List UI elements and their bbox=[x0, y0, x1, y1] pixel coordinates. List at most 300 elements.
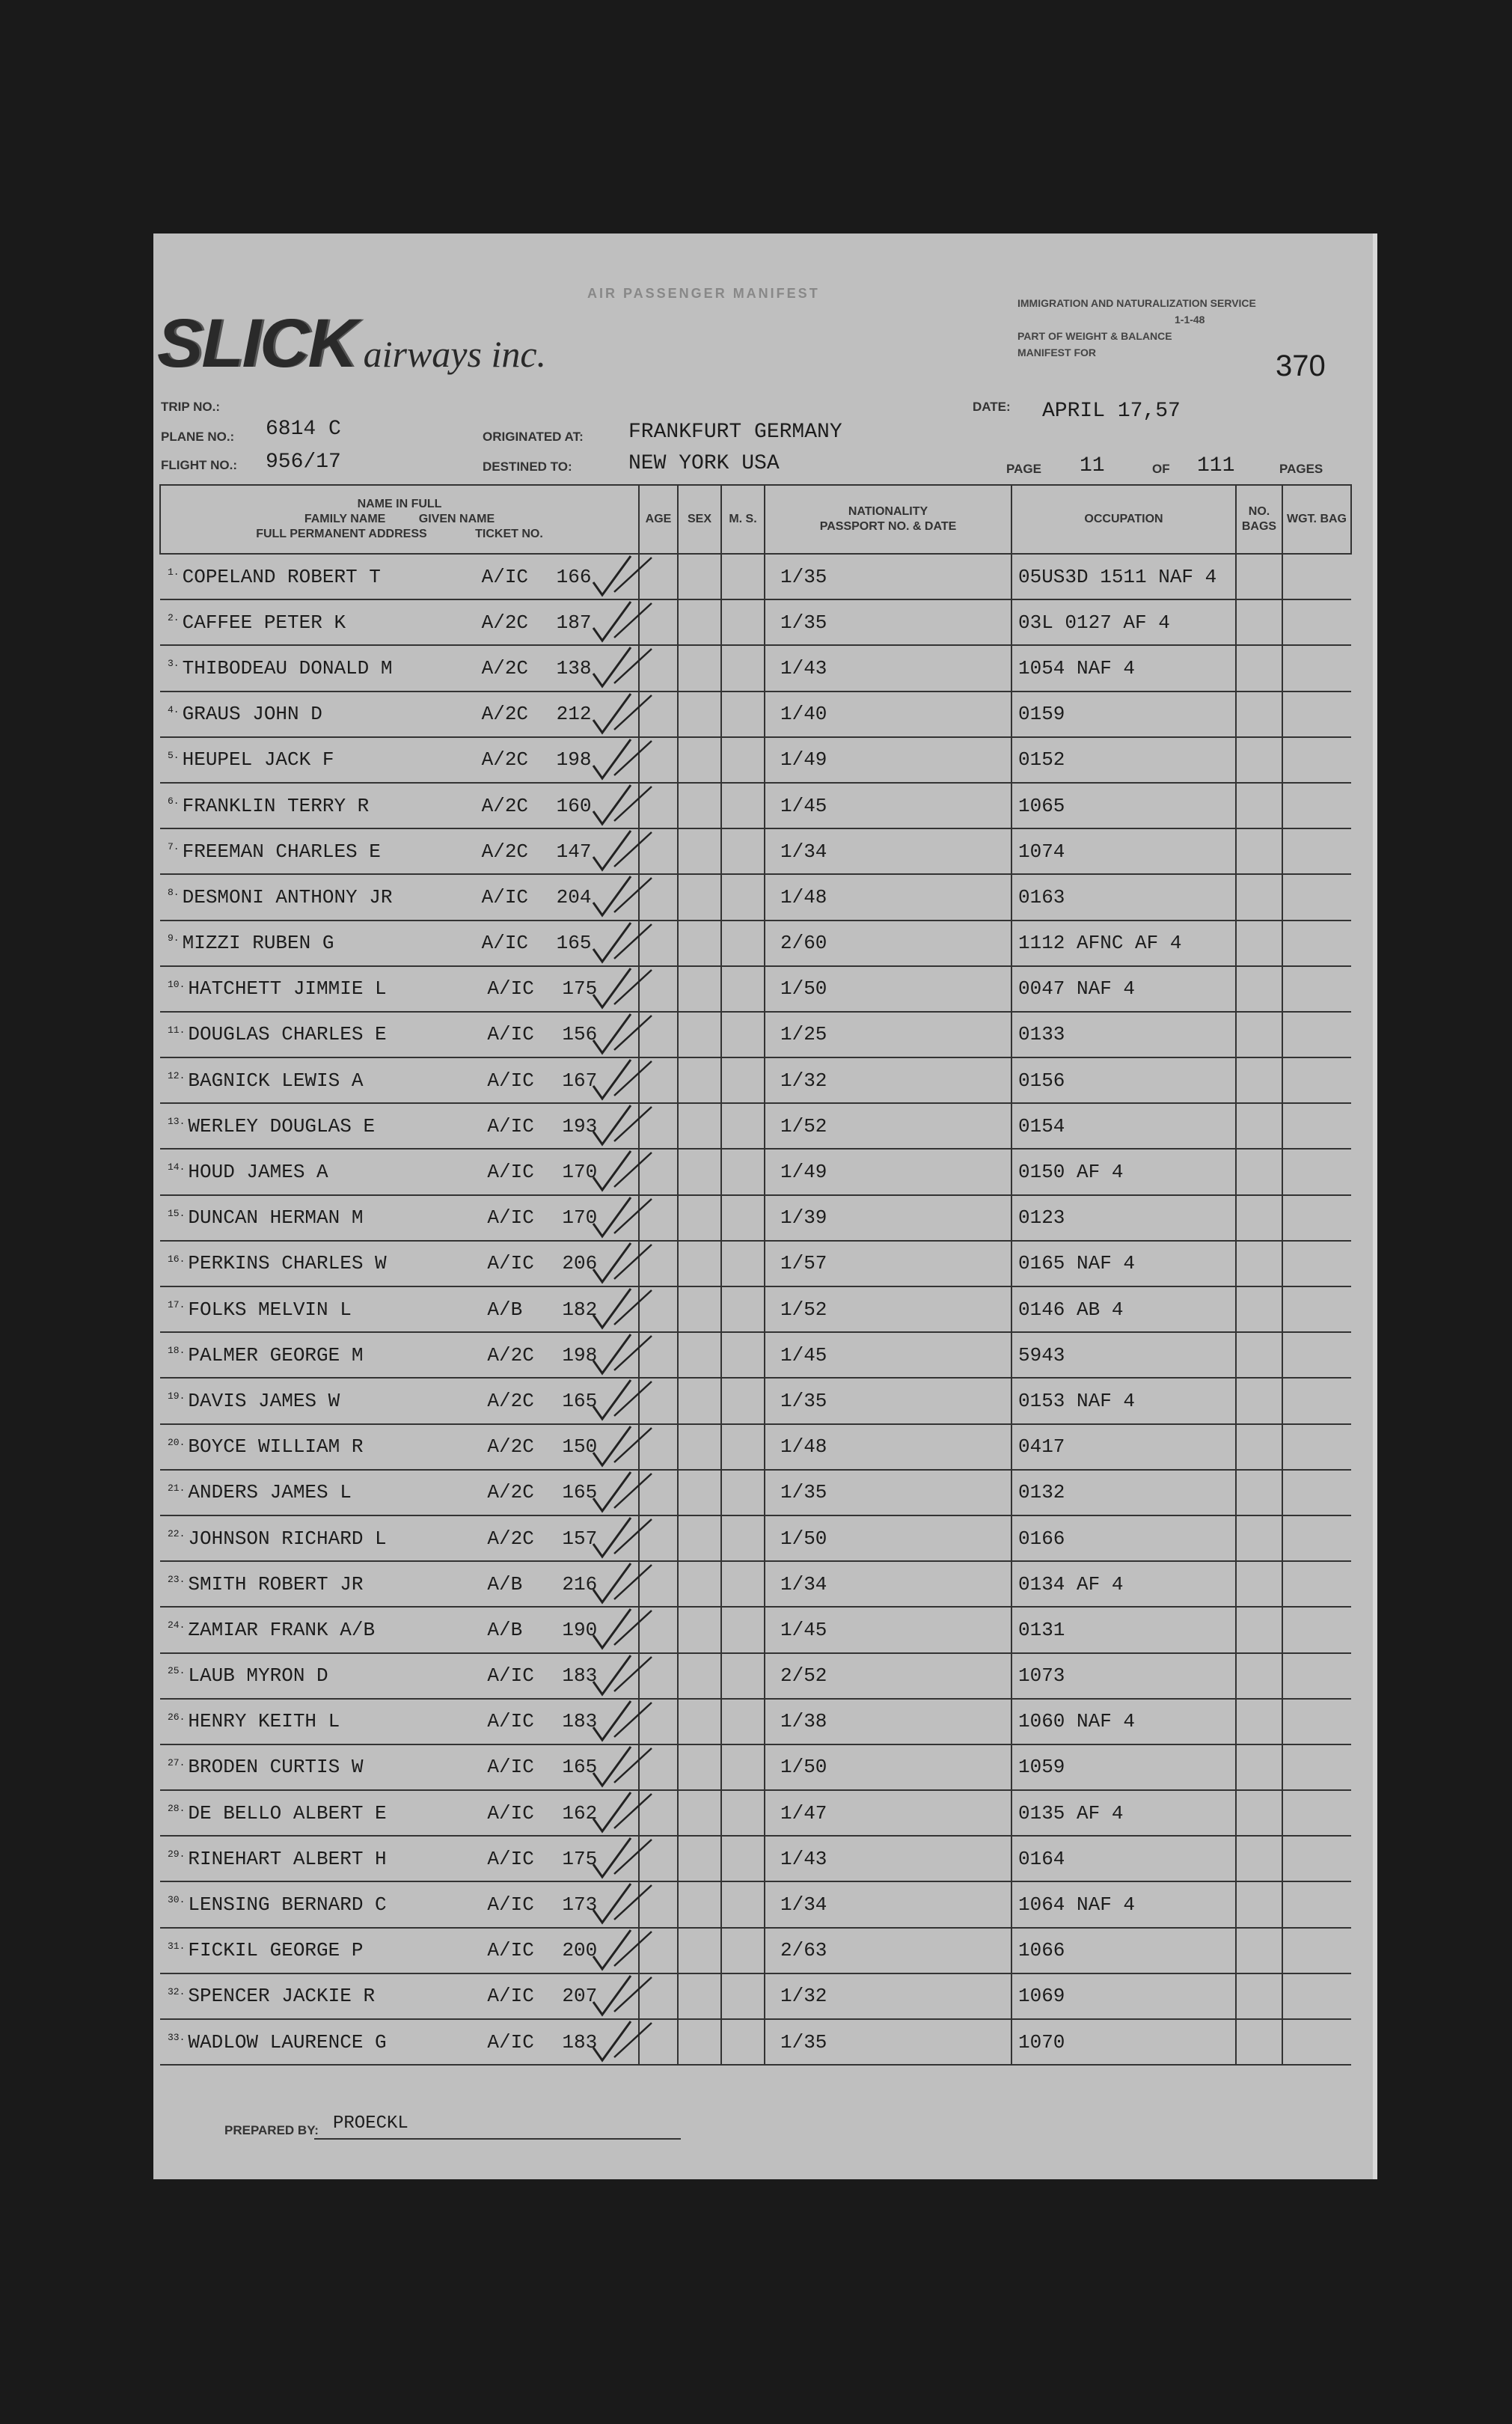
occupation-cell: 1069 bbox=[1011, 1973, 1236, 2019]
row-number: 7. bbox=[168, 841, 180, 853]
bags-cell bbox=[1236, 1332, 1282, 1378]
row-number: 21. bbox=[168, 1482, 186, 1494]
table-row bbox=[160, 1424, 1351, 1470]
ms-cell bbox=[721, 1607, 765, 1652]
date-label: DATE: bbox=[973, 400, 1011, 414]
row-number: 20. bbox=[168, 1436, 186, 1448]
table-row bbox=[160, 1973, 1351, 2019]
sex-cell bbox=[678, 1241, 721, 1286]
checkmark-icon bbox=[586, 1785, 653, 1837]
ticket-number: 147 bbox=[556, 840, 592, 863]
checkmark-icon bbox=[586, 1281, 653, 1334]
nationality-cell: 1/49 bbox=[765, 1149, 1011, 1194]
passenger-cell bbox=[160, 1057, 639, 1103]
ms-cell bbox=[721, 1836, 765, 1881]
checkmark-icon bbox=[586, 1373, 653, 1425]
ms-cell bbox=[721, 921, 765, 966]
sex-cell bbox=[678, 1057, 721, 1103]
wgt-cell bbox=[1282, 1195, 1351, 1241]
wgt-cell bbox=[1282, 966, 1351, 1012]
wgt-cell bbox=[1282, 1103, 1351, 1149]
ms-cell bbox=[721, 1744, 765, 1790]
wgt-cell bbox=[1282, 1607, 1351, 1652]
nationality-cell: 1/43 bbox=[765, 1836, 1011, 1881]
col-nationality-title: NATIONALITY bbox=[848, 505, 928, 518]
table-row bbox=[160, 1928, 1351, 1973]
passenger-cell bbox=[160, 1836, 639, 1881]
row-number: 22. bbox=[168, 1527, 186, 1539]
passenger-rank: A/IC bbox=[487, 1664, 534, 1688]
passenger-name: PERKINS CHARLES W bbox=[188, 1252, 387, 1275]
passenger-cell bbox=[160, 1012, 639, 1057]
manifest-sheet bbox=[153, 233, 1377, 2179]
logo-mark: SLICK bbox=[157, 305, 356, 382]
sex-cell bbox=[678, 1973, 721, 2019]
occupation-cell: 0047 NAF 4 bbox=[1011, 966, 1236, 1012]
passenger-cell bbox=[160, 1790, 639, 1836]
passenger-rank: A/B bbox=[487, 1618, 523, 1641]
passenger-cell bbox=[160, 1103, 639, 1149]
wgt-cell bbox=[1282, 1973, 1351, 2019]
ticket-number: 175 bbox=[562, 1847, 598, 1870]
occupation-cell: 0166 bbox=[1011, 1515, 1236, 1561]
checkmark-icon bbox=[586, 686, 653, 739]
pages-label: PAGES bbox=[1279, 462, 1323, 476]
ms-cell bbox=[721, 1332, 765, 1378]
ms-cell bbox=[721, 737, 765, 783]
ticket-number: 183 bbox=[562, 1710, 598, 1733]
nationality-cell: 2/60 bbox=[765, 921, 1011, 966]
row-number: 5. bbox=[168, 749, 180, 761]
ms-cell bbox=[721, 692, 765, 737]
sex-cell bbox=[678, 921, 721, 966]
ticket-number: 160 bbox=[556, 794, 592, 817]
passenger-rank: A/IC bbox=[487, 1206, 534, 1230]
passenger-name: MIZZI RUBEN G bbox=[182, 932, 334, 955]
checkmark-icon bbox=[586, 1144, 653, 1196]
col-name bbox=[160, 485, 639, 554]
sex-cell bbox=[678, 1286, 721, 1332]
passenger-name: LAUB MYRON D bbox=[188, 1664, 328, 1688]
passenger-rank: A/2C bbox=[481, 656, 529, 680]
passenger-rank: A/IC bbox=[487, 2030, 534, 2054]
table-row bbox=[160, 1286, 1351, 1332]
wgt-cell bbox=[1282, 874, 1351, 920]
checkmark-icon bbox=[586, 869, 653, 921]
passenger-cell bbox=[160, 1653, 639, 1699]
wgt-cell bbox=[1282, 554, 1351, 599]
wgt-cell bbox=[1282, 1881, 1351, 1927]
passenger-rank: A/2C bbox=[487, 1343, 534, 1367]
nationality-cell: 1/38 bbox=[765, 1699, 1011, 1744]
passenger-cell bbox=[160, 1928, 639, 1973]
passenger-name: FREEMAN CHARLES E bbox=[182, 840, 381, 863]
passenger-rank: A/IC bbox=[481, 565, 529, 588]
sex-cell bbox=[678, 1881, 721, 1927]
passenger-name: FRANKLIN TERRY R bbox=[182, 794, 370, 817]
bags-cell bbox=[1236, 737, 1282, 783]
passenger-rank: A/2C bbox=[481, 840, 529, 863]
wgt-cell bbox=[1282, 1424, 1351, 1470]
wgt-cell bbox=[1282, 645, 1351, 691]
bags-cell bbox=[1236, 1881, 1282, 1927]
passenger-rank: A/IC bbox=[487, 1847, 534, 1870]
table-row bbox=[160, 737, 1351, 783]
passenger-name: GRAUS JOHN D bbox=[182, 703, 322, 726]
passenger-cell bbox=[160, 783, 639, 828]
trip-label: TRIP NO.: bbox=[161, 400, 221, 414]
checkmark-icon bbox=[586, 961, 653, 1013]
ms-cell bbox=[721, 1057, 765, 1103]
nationality-cell: 1/48 bbox=[765, 1424, 1011, 1470]
ticket-number: 162 bbox=[562, 1801, 598, 1825]
sex-cell bbox=[678, 1836, 721, 1881]
table-row bbox=[160, 2019, 1351, 2065]
occupation-cell: 1112 AFNC AF 4 bbox=[1011, 921, 1236, 966]
passenger-cell bbox=[160, 1881, 639, 1927]
passenger-name: DOUGLAS CHARLES E bbox=[188, 1023, 387, 1046]
checkmark-icon bbox=[586, 1007, 653, 1059]
nationality-cell: 1/25 bbox=[765, 1012, 1011, 1057]
table-row bbox=[160, 1744, 1351, 1790]
wgt-cell bbox=[1282, 1378, 1351, 1423]
passenger-cell bbox=[160, 1286, 639, 1332]
passenger-rank: A/IC bbox=[481, 885, 529, 909]
nationality-cell: 2/52 bbox=[765, 1653, 1011, 1699]
destination-label: DESTINED TO: bbox=[483, 460, 572, 474]
col-bags: NO. BAGS bbox=[1236, 485, 1282, 554]
sex-cell bbox=[678, 1515, 721, 1561]
checkmark-icon bbox=[586, 1465, 653, 1517]
ms-cell bbox=[721, 966, 765, 1012]
ms-cell bbox=[721, 1515, 765, 1561]
row-number: 32. bbox=[168, 1985, 186, 1997]
wgt-cell bbox=[1282, 1286, 1351, 1332]
nationality-cell: 1/40 bbox=[765, 692, 1011, 737]
col-name-sub: FAMILY NAME GIVEN NAME bbox=[304, 513, 495, 525]
col-name-title: NAME IN FULL bbox=[357, 498, 442, 510]
table-row bbox=[160, 1561, 1351, 1607]
sex-cell bbox=[678, 645, 721, 691]
sex-cell bbox=[678, 554, 721, 599]
checkmark-icon bbox=[586, 1510, 653, 1563]
bags-cell bbox=[1236, 1424, 1282, 1470]
table-row bbox=[160, 1149, 1351, 1194]
row-number: 27. bbox=[168, 1756, 186, 1768]
passenger-rank: A/IC bbox=[487, 1114, 534, 1138]
bags-cell bbox=[1236, 783, 1282, 828]
passenger-cell bbox=[160, 1515, 639, 1561]
bags-cell bbox=[1236, 599, 1282, 645]
row-number: 1. bbox=[168, 566, 180, 578]
ticket-number: 165 bbox=[562, 1389, 598, 1412]
occupation-cell: 0146 AB 4 bbox=[1011, 1286, 1236, 1332]
ticket-number: 206 bbox=[562, 1252, 598, 1275]
ms-cell bbox=[721, 1699, 765, 1744]
sex-cell bbox=[678, 1195, 721, 1241]
table-row bbox=[160, 874, 1351, 920]
row-number: 28. bbox=[168, 1803, 186, 1814]
row-number: 12. bbox=[168, 1070, 186, 1081]
bags-cell bbox=[1236, 1790, 1282, 1836]
passenger-name: SMITH ROBERT JR bbox=[188, 1572, 364, 1596]
ticket-number: 170 bbox=[562, 1161, 598, 1184]
passenger-name: JOHNSON RICHARD L bbox=[188, 1527, 387, 1550]
bags-cell bbox=[1236, 1012, 1282, 1057]
row-number: 2. bbox=[168, 612, 180, 624]
bags-cell bbox=[1236, 874, 1282, 920]
occupation-cell: 0164 bbox=[1011, 1836, 1236, 1881]
passenger-rank: A/IC bbox=[487, 1710, 534, 1733]
ms-cell bbox=[721, 1653, 765, 1699]
ms-cell bbox=[721, 645, 765, 691]
row-number: 17. bbox=[168, 1298, 186, 1310]
row-number: 9. bbox=[168, 932, 180, 944]
sex-cell bbox=[678, 1149, 721, 1194]
checkmark-icon bbox=[586, 1694, 653, 1746]
sheet-number: 370 bbox=[1276, 349, 1326, 382]
wgt-cell bbox=[1282, 1561, 1351, 1607]
passenger-name: HATCHETT JIMMIE L bbox=[188, 977, 387, 1001]
passenger-table bbox=[159, 484, 1352, 2066]
row-number: 13. bbox=[168, 1116, 186, 1128]
passenger-name: COPELAND ROBERT T bbox=[182, 565, 381, 588]
bags-cell bbox=[1236, 1699, 1282, 1744]
sex-cell bbox=[678, 1378, 721, 1423]
bags-cell bbox=[1236, 692, 1282, 737]
table-row bbox=[160, 599, 1351, 645]
checkmark-icon bbox=[586, 1098, 653, 1150]
sex-cell bbox=[678, 1699, 721, 1744]
row-number: 19. bbox=[168, 1390, 186, 1402]
wgt-cell bbox=[1282, 783, 1351, 828]
occupation-cell: 1070 bbox=[1011, 2019, 1236, 2065]
bags-cell bbox=[1236, 1241, 1282, 1286]
passenger-name: WERLEY DOUGLAS E bbox=[188, 1114, 376, 1138]
ms-cell bbox=[721, 1424, 765, 1470]
prepared-by: PROECKL bbox=[333, 2113, 408, 2134]
ticket-number: 166 bbox=[556, 565, 592, 588]
passenger-name: HEUPEL JACK F bbox=[182, 748, 334, 772]
checkmark-icon bbox=[586, 1327, 653, 1379]
sex-cell bbox=[678, 1424, 721, 1470]
ticket-number: 212 bbox=[556, 703, 592, 726]
nationality-cell: 1/35 bbox=[765, 1378, 1011, 1423]
passenger-cell bbox=[160, 1332, 639, 1378]
wgt-cell bbox=[1282, 2019, 1351, 2065]
nationality-cell: 1/57 bbox=[765, 1241, 1011, 1286]
bags-cell bbox=[1236, 921, 1282, 966]
passenger-name: ZAMIAR FRANK A/B bbox=[188, 1618, 376, 1641]
nationality-cell: 1/39 bbox=[765, 1195, 1011, 1241]
wgt-cell bbox=[1282, 1515, 1351, 1561]
passenger-cell bbox=[160, 645, 639, 691]
nationality-cell: 1/50 bbox=[765, 966, 1011, 1012]
passenger-rank: A/IC bbox=[487, 1069, 534, 1092]
col-passport: PASSPORT NO. & DATE bbox=[819, 520, 957, 533]
checkmark-icon bbox=[586, 732, 653, 784]
wgt-cell bbox=[1282, 1241, 1351, 1286]
sex-cell bbox=[678, 1332, 721, 1378]
ticket-number: 193 bbox=[562, 1114, 598, 1138]
passenger-name: BAGNICK LEWIS A bbox=[188, 1069, 364, 1092]
occupation-cell: 0134 AF 4 bbox=[1011, 1561, 1236, 1607]
wgt-cell bbox=[1282, 828, 1351, 874]
ticket-number: 175 bbox=[562, 977, 598, 1001]
checkmark-icon bbox=[586, 2014, 653, 2066]
ms-cell bbox=[721, 1241, 765, 1286]
flight-number: 956/17 bbox=[266, 451, 341, 474]
col-sex: SEX bbox=[678, 485, 721, 554]
passenger-cell bbox=[160, 1195, 639, 1241]
occupation-cell: 0133 bbox=[1011, 1012, 1236, 1057]
bags-cell bbox=[1236, 1653, 1282, 1699]
checkmark-icon bbox=[586, 1556, 653, 1608]
of-label: OF bbox=[1152, 462, 1170, 476]
occupation-cell: 0154 bbox=[1011, 1103, 1236, 1149]
ms-cell bbox=[721, 783, 765, 828]
occupation-cell: 0163 bbox=[1011, 874, 1236, 920]
col-nationality bbox=[765, 485, 1011, 554]
service-line: MANIFEST FOR bbox=[1017, 346, 1096, 358]
col-ticket: TICKET NO. bbox=[475, 528, 543, 540]
ticket-number: 170 bbox=[562, 1206, 598, 1230]
checkmark-icon bbox=[586, 1968, 653, 2021]
occupation-cell: 0152 bbox=[1011, 737, 1236, 783]
passenger-rank: A/2C bbox=[487, 1389, 534, 1412]
table-row bbox=[160, 966, 1351, 1012]
nationality-cell: 1/35 bbox=[765, 1470, 1011, 1515]
checkmark-icon bbox=[586, 1602, 653, 1654]
table-row bbox=[160, 1653, 1351, 1699]
nationality-cell: 1/35 bbox=[765, 2019, 1011, 2065]
ms-cell bbox=[721, 1561, 765, 1607]
table-row bbox=[160, 1057, 1351, 1103]
table-row bbox=[160, 1790, 1351, 1836]
passenger-rank: A/IC bbox=[487, 1756, 534, 1779]
page-number: 11 bbox=[1080, 454, 1105, 477]
origin-label: ORIGINATED AT: bbox=[483, 430, 584, 444]
bags-cell bbox=[1236, 1607, 1282, 1652]
bags-cell bbox=[1236, 1973, 1282, 2019]
passenger-rank: A/IC bbox=[487, 1252, 534, 1275]
ms-cell bbox=[721, 1881, 765, 1927]
ticket-number: 183 bbox=[562, 2030, 598, 2054]
occupation-cell: 1074 bbox=[1011, 828, 1236, 874]
prepared-by-label: PREPARED BY: bbox=[224, 2123, 319, 2137]
ms-cell bbox=[721, 599, 765, 645]
header-row bbox=[160, 485, 1351, 554]
service-line: IMMIGRATION AND NATURALIZATION SERVICE bbox=[1017, 297, 1256, 309]
sex-cell bbox=[678, 1561, 721, 1607]
ms-cell bbox=[721, 1973, 765, 2019]
bags-cell bbox=[1236, 1744, 1282, 1790]
bags-cell bbox=[1236, 1195, 1282, 1241]
checkmark-icon bbox=[586, 1923, 653, 1975]
occupation-cell: 0135 AF 4 bbox=[1011, 1790, 1236, 1836]
passenger-name: DE BELLO ALBERT E bbox=[188, 1801, 387, 1825]
passenger-cell bbox=[160, 1607, 639, 1652]
col-address: FULL PERMANENT ADDRESS bbox=[256, 528, 427, 540]
occupation-cell: 1066 bbox=[1011, 1928, 1236, 1973]
passenger-name: DESMONI ANTHONY JR bbox=[182, 885, 393, 909]
table-row bbox=[160, 1470, 1351, 1515]
ticket-number: 200 bbox=[562, 1939, 598, 1962]
nationality-cell: 1/48 bbox=[765, 874, 1011, 920]
manifest-title: AIR PASSENGER MANIFEST bbox=[587, 286, 820, 301]
ticket-number: 156 bbox=[562, 1023, 598, 1046]
table-row bbox=[160, 1103, 1351, 1149]
ticket-number: 187 bbox=[556, 611, 592, 634]
ms-cell bbox=[721, 828, 765, 874]
checkmark-icon bbox=[586, 778, 653, 830]
checkmark-icon bbox=[586, 823, 653, 876]
bags-cell bbox=[1236, 1149, 1282, 1194]
passenger-rank: A/2C bbox=[487, 1527, 534, 1550]
occupation-cell: 0132 bbox=[1011, 1470, 1236, 1515]
row-number: 14. bbox=[168, 1161, 186, 1173]
checkmark-icon bbox=[586, 640, 653, 692]
passenger-name: ANDERS JAMES L bbox=[188, 1481, 352, 1504]
table-row bbox=[160, 1378, 1351, 1423]
checkmark-icon bbox=[586, 1052, 653, 1105]
checkmark-icon bbox=[586, 1419, 653, 1471]
wgt-cell bbox=[1282, 1332, 1351, 1378]
bags-cell bbox=[1236, 1470, 1282, 1515]
ticket-number: 173 bbox=[562, 1893, 598, 1917]
checkmark-icon bbox=[586, 915, 653, 968]
nationality-cell: 1/32 bbox=[765, 1057, 1011, 1103]
passenger-cell bbox=[160, 828, 639, 874]
bags-cell bbox=[1236, 1515, 1282, 1561]
passenger-rank: A/2C bbox=[487, 1481, 534, 1504]
ticket-number: 138 bbox=[556, 656, 592, 680]
sex-cell bbox=[678, 874, 721, 920]
ticket-number: 165 bbox=[556, 932, 592, 955]
bags-cell bbox=[1236, 1286, 1282, 1332]
ticket-number: 167 bbox=[562, 1069, 598, 1092]
ms-cell bbox=[721, 1928, 765, 1973]
ticket-number: 183 bbox=[562, 1664, 598, 1688]
nationality-cell: 1/34 bbox=[765, 828, 1011, 874]
ms-cell bbox=[721, 554, 765, 599]
ticket-number: 190 bbox=[562, 1618, 598, 1641]
ticket-number: 157 bbox=[562, 1527, 598, 1550]
row-number: 8. bbox=[168, 887, 180, 899]
wgt-cell bbox=[1282, 1699, 1351, 1744]
nationality-cell: 1/52 bbox=[765, 1103, 1011, 1149]
passenger-name: WADLOW LAURENCE G bbox=[188, 2030, 387, 2054]
nationality-cell: 1/47 bbox=[765, 1790, 1011, 1836]
logo-suffix: airways inc. bbox=[363, 333, 547, 375]
passenger-rank: A/IC bbox=[487, 1801, 534, 1825]
wgt-cell bbox=[1282, 1057, 1351, 1103]
wgt-cell bbox=[1282, 1470, 1351, 1515]
table-row bbox=[160, 1332, 1351, 1378]
table-row bbox=[160, 554, 1351, 599]
sex-cell bbox=[678, 1653, 721, 1699]
col-occupation: OCCUPATION bbox=[1011, 485, 1236, 554]
bags-cell bbox=[1236, 1561, 1282, 1607]
plane-number: 6814 C bbox=[266, 418, 341, 441]
passenger-rank: A/IC bbox=[487, 1023, 534, 1046]
passenger-cell bbox=[160, 554, 639, 599]
sex-cell bbox=[678, 692, 721, 737]
row-number: 23. bbox=[168, 1574, 186, 1586]
row-number: 10. bbox=[168, 978, 186, 990]
service-block bbox=[1017, 295, 1256, 361]
row-number: 33. bbox=[168, 2031, 186, 2043]
